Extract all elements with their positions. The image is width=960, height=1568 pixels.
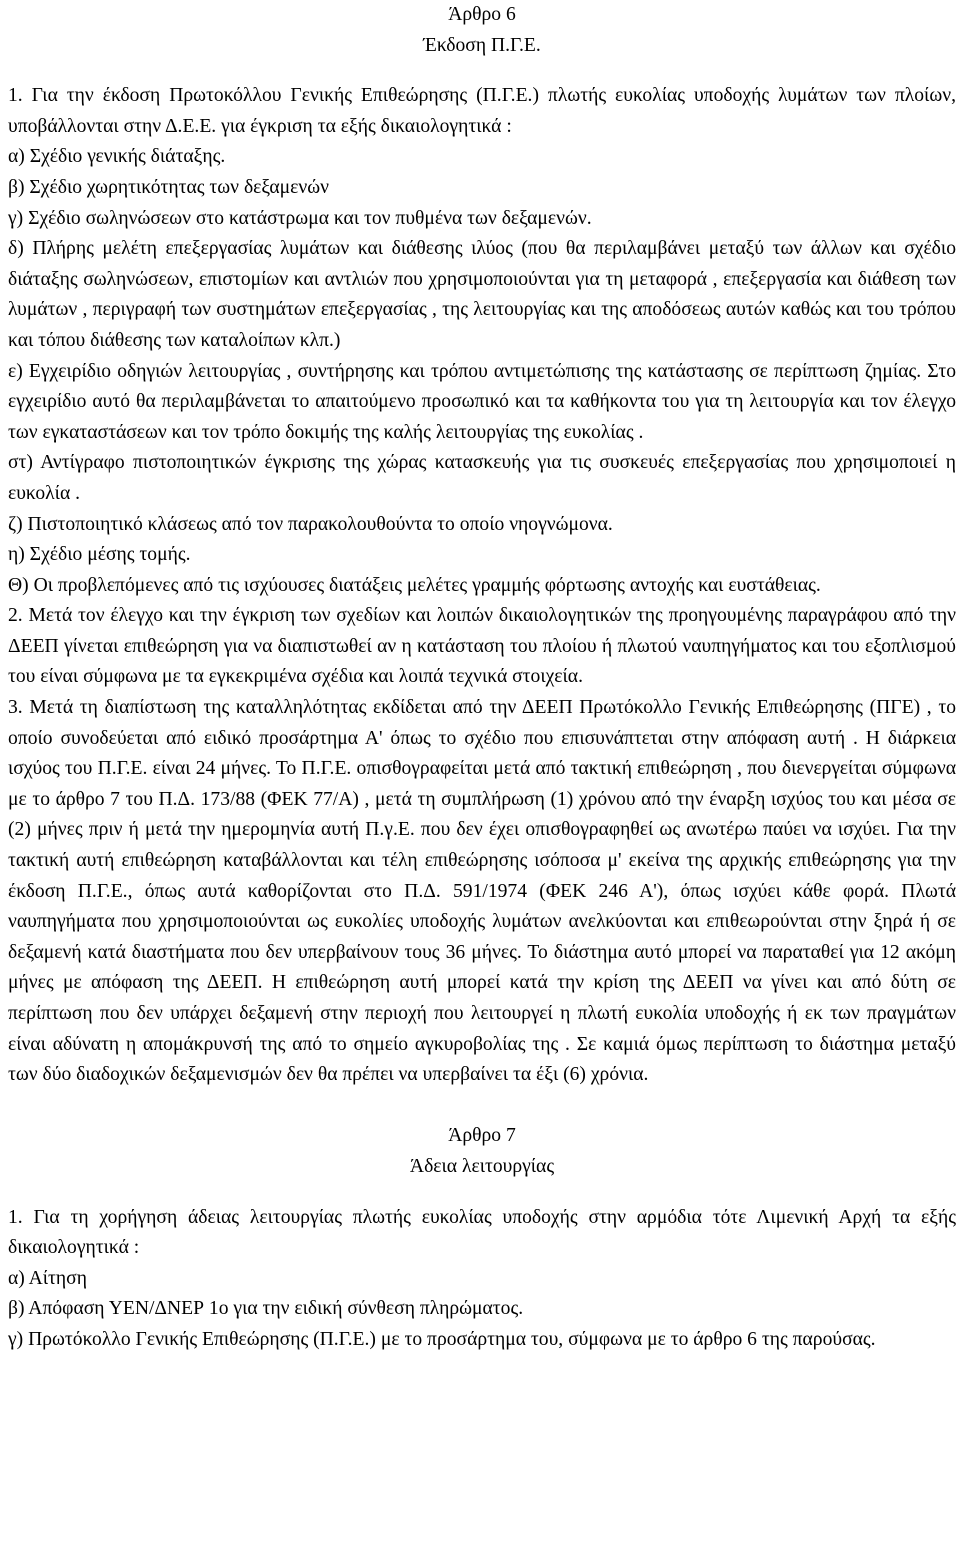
article6-item-a: α) Σχέδιο γενικής διάταξης. bbox=[8, 146, 226, 168]
article6-item-th: Θ) Οι προβλεπόμενες από τις ισχύουσες διατάξεις μελέτες γραμμής φόρτωσης αντοχής και ευστάθειας. bbox=[8, 574, 821, 596]
article6-subtitle: Έκδοση Π.Γ.Ε. bbox=[423, 34, 541, 56]
article7-title: Άρθρο 7 bbox=[448, 1125, 516, 1147]
article6-item-st: στ) Αντίγραφο πιστοποιητικών έγκρισης της χώρας κατασκευής για τις συσκευές επεξεργασίας που χρησιμοποιεί η ευκολία . bbox=[8, 452, 956, 504]
spacer bbox=[8, 1091, 956, 1122]
article6-item-z: ζ) Πιστοποιητικό κλάσεως από τον παρακολουθούντα το οποίο νηογνώμονα. bbox=[8, 513, 613, 535]
article7-paragraph-1-intro: 1. Για τη χορήγηση άδειας λειτουργίας πλωτής ευκολίας υποδοχής στην αρμόδια τότε Λιμενική Αρχή τα εξής δικαιολογητικά : bbox=[8, 1206, 956, 1259]
article7-item-b: β) Απόφαση ΥΕΝ/ΔΝΕΡ 1ο για την ειδική σύνθεση πληρώματος. bbox=[8, 1298, 524, 1320]
article7-item-c: γ) Πρωτόκολλο Γενικής Επιθεώρησης (Π.Γ.Ε.) με το προσάρτημα του, σύμφωνα με το άρθρο 6 της παρούσας. bbox=[8, 1328, 876, 1350]
article7-subtitle: Άδεια λειτουργίας bbox=[409, 1155, 555, 1177]
article6-paragraph-3: 3. Μετά τη διαπίστωση της καταλληλότητας εκδίδεται από την ΔΕΕΠ Πρωτόκολλο Γενικής Επιθεώρησης (ΠΓΕ) , το οποίο συνοδεύεται από ειδικό προσάρτημα Α' όπως το σχέδιο που επισυνάπτεται στην απόφαση αυτή . Η διάρκεια ισχύος του Π.Γ.Ε. είναι 24 μήνες. Το Π.Γ.Ε. οπισθογραφείται μετά από τακτική επιθεώρηση , που διενεργείται σύμφωνα με το άρθρο 7 του Π.Δ. 173/88 (ΦΕΚ 77/Α) , μετά τη συμπλήρωση (1) χρόνου από την έναρξη ισχύος του και μέσα σε (2) μήνες πριν ή μετά την ημερομηνία αυτή Π.γ.Ε. που δεν έχει οπισθογραφηθεί ως ανωτέρω παύει να ισχύει. Για την τακτική αυτή επιθεώρηση καταβάλλονται και τέλη επιθεώρησης ισόποσα μ' εκείνα της αρχικής επιθεώρησης για την έκδοση Π.Γ.Ε., όπως αυτά καθορίζονται στο Π.Δ. 591/1974 (ΦΕΚ 246 Α'), όπως ισχύει κάθε φορά. Πλωτά ναυπηγήματα που χρησιμοποιούνται ως ευκολίες υποδοχής λυμάτων ανελκύονται και επιθεωρούνται στην ξηρά ή σε δεξαμενή κατά διαστήματα που δεν υπερβαίνουν τους 36 μήνες. Το διάστημα αυτό μπορεί να παραταθεί για 12 ακόμη μήνες με απόφαση της ΔΕΕΠ. Η επιθεώρηση αυτή μπορεί κατά την κρίση της ΔΕΕΠ να γίνει και από δύτη σε περίπτωση που δεν υπάρχει δεξαμενή στην περιοχή που λειτουργεί η πλωτή ευκολία υποδοχής ή εκ των πραγμάτων είναι αδύνατη η απομάκρυνσή της από το σημείο αγκυροβολίας της . Σε καμιά όμως περίπτωση το διάστημα μεταξύ των δύο διαδοχικών δεξαμενισμών δεν θα πρέπει να υπερβαίνει τα έξι (6) χρόνια. bbox=[8, 697, 956, 1086]
article6-item-h: η) Σχέδιο μέσης τομής. bbox=[8, 544, 191, 566]
spacer bbox=[8, 61, 956, 81]
article6-paragraph-2: 2. Μετά τον έλεγχο και την έγκριση των σχεδίων και λοιπών δικαιολογητικών της προηγουμένης παραγράφου από την ΔΕΕΠ γίνεται επιθεώρηση για να διαπιστωθεί αν η κατάσταση του πλοίου ή πλωτού ναυπηγήματος και του εξοπλισμού του είναι σύμφωνα με τα εγκεκριμένα σχέδια και λοιπά τεχνικά στοιχεία. bbox=[8, 605, 956, 688]
article6-item-d: δ) Πλήρης μελέτη επεξεργασίας λυμάτων και διάθεσης ιλύος (που θα περιλαμβάνει μεταξύ των άλλων και σχέδιο διάταξης σωληνώσεων, επιστομίων και αντλιών που χρησιμοποιούνται για τη μεταφορά , επεξεργασία και διάθεση των λυμάτων , περιγραφή των συστημάτων επεξεργασίας , της λειτουργίας και της αποδόσεως αυτών καθώς και του τρόπου και τόπου διάθεσης των καταλοίπων κλπ.) bbox=[8, 238, 956, 351]
article6-item-b: β) Σχέδιο χωρητικότητας των δεξαμενών bbox=[8, 176, 330, 198]
article6-title: Άρθρο 6 bbox=[448, 4, 516, 25]
article7-item-a: α) Αίτηση bbox=[8, 1267, 87, 1289]
article6-paragraph-1-intro: 1. Για την έκδοση Πρωτοκόλλου Γενικής Επιθεώρησης (Π.Γ.Ε.) πλωτής ευκολίας υποδοχής λυμάτων των πλοίων, υποβάλλονται στην Δ.Ε.Ε. για έγκριση τα εξής δικαιολογητικά : bbox=[8, 85, 956, 137]
document-page bbox=[8, 0, 956, 1356]
article6-item-c: γ) Σχέδιο σωληνώσεων στο κατάστρωμα και τον πυθμένα των δεξαμενών. bbox=[8, 207, 592, 229]
article6-item-e: ε) Εγχειρίδιο οδηγιών λειτουργίας , συντήρησης και τρόπου αντιμετώπισης της κατάστασης σε περίπτωση ζημίας. Στο εγχειρίδιο αυτό θα περιλαμβάνεται το απαιτούμενο προσωπικό και τα καθήκοντα του για τη λειτουργία και τον έλεγχο των εγκαταστάσεων και τον τρόπο δοκιμής της καλής λειτουργίας της ευκολίας . bbox=[8, 360, 956, 443]
spacer bbox=[8, 1183, 956, 1203]
